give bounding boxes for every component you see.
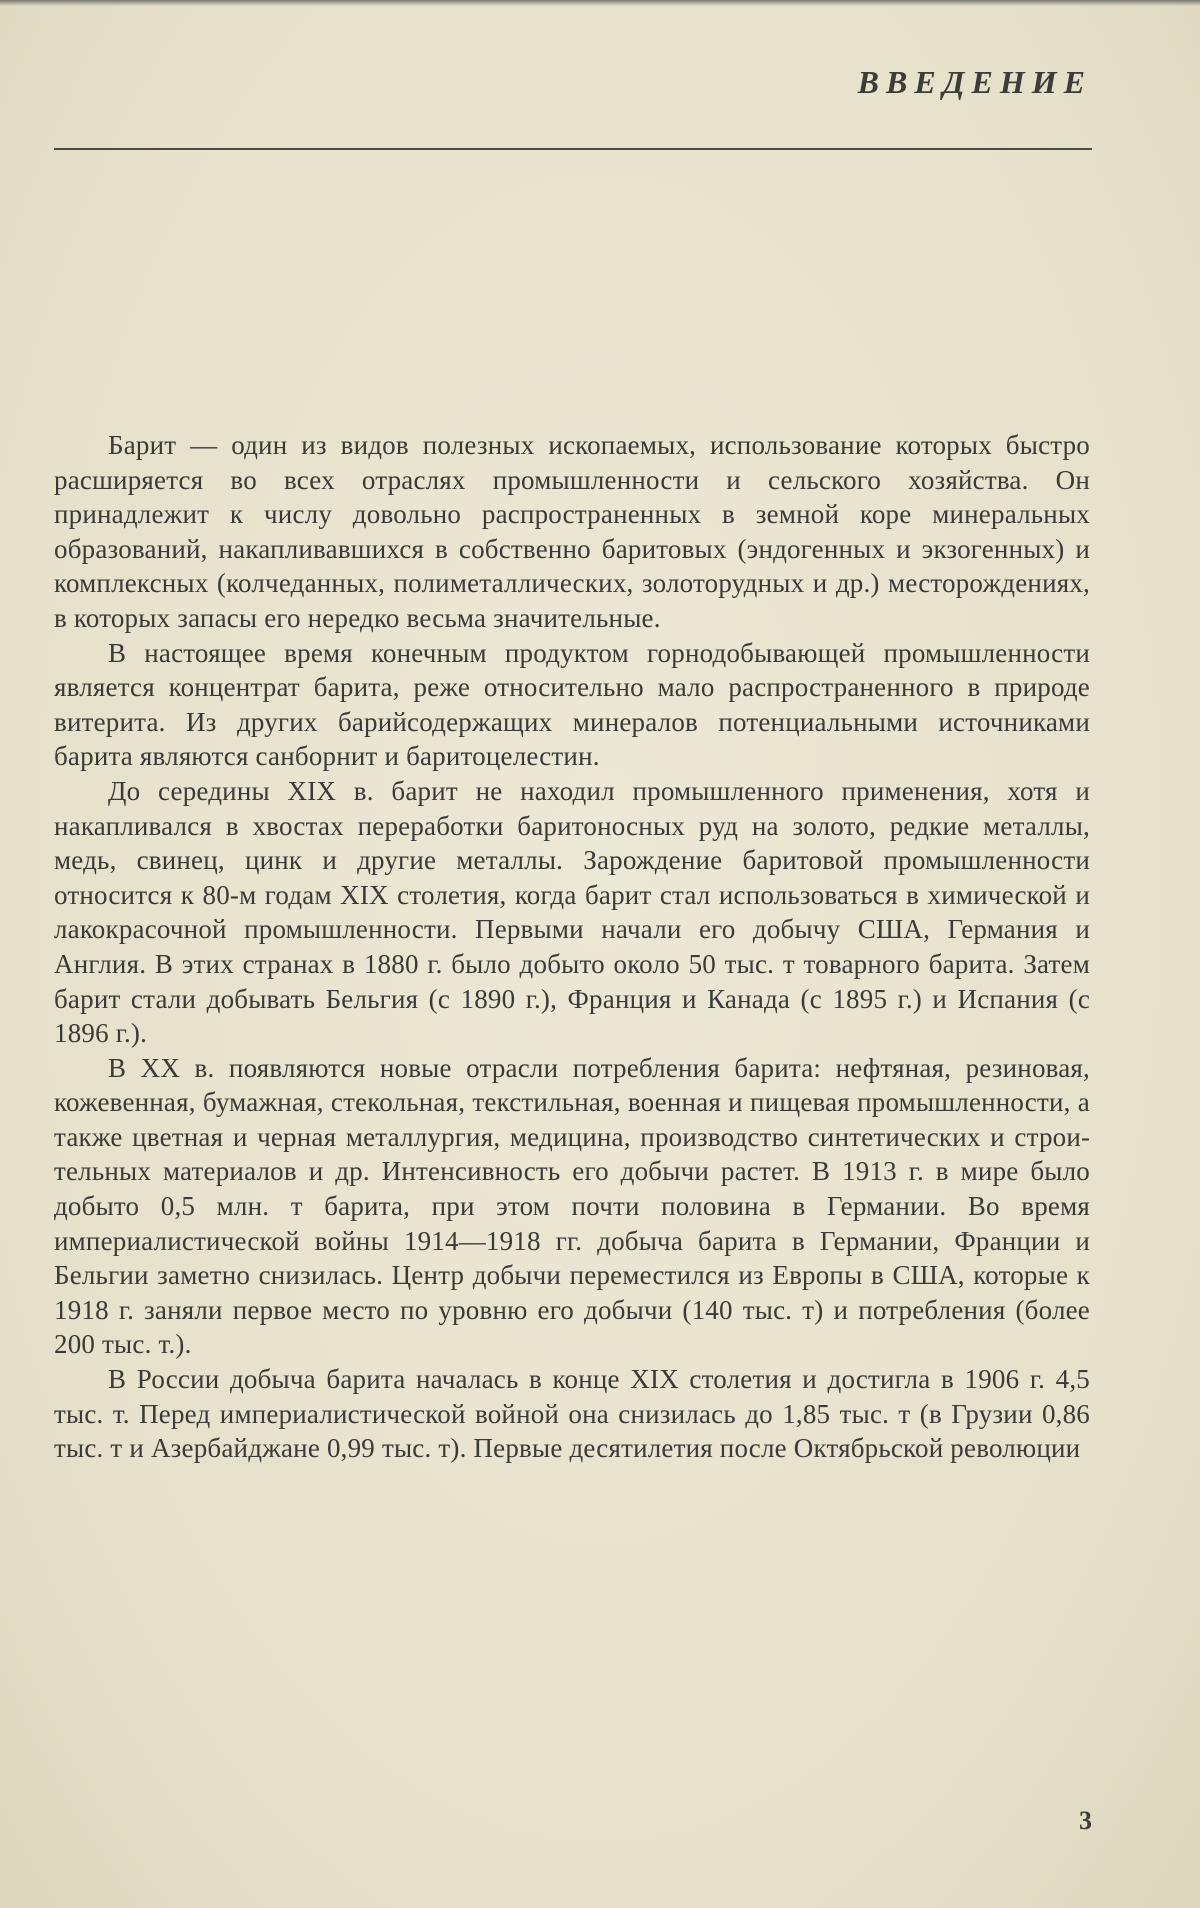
paragraph-5: В России добыча барита началась в конце XIX столетия и достигла в 1906 г. 4,5 тыс. т. Перед империалистической войной она снизилась до 1,85 тыс. т (в Грузии 0,86 тыс. т и Азербайджане 0,99 тыс. т). Первые десятилетия после Октябрьской революции xyxy=(54,1364,1090,1464)
body-text xyxy=(54,428,1090,1466)
paragraph-2: В настоящее время конечным продуктом горнодобывающей промышленности является концентрат барита, реже относительно мало распространенного в природе витерита. Из других барийсодержащих минералов потенциальными источниками барита являются санборнит и баритоцелестин. xyxy=(54,637,1090,772)
page-top-edge-shadow xyxy=(0,0,1200,6)
paragraph-1: Барит — один из видов полезных ископаемых, использование которых быстро расширяется во всех отраслях промышленности и сельского хозяйства. Он принадлежит к числу довольно распространенных в земной коре минеральных образований, накапливавшихся в собственно баритовых (эндогенных и экзогенных) и комплексных (колчеданных, полиметаллических, золоторудных и др.) месторождениях, в которых запасы его нередко весьма значительные. xyxy=(54,430,1090,633)
header-divider xyxy=(54,148,1092,150)
page-number: 3 xyxy=(1079,1806,1092,1835)
paragraph-4: В XX в. появляются новые отрасли потребления барита: нефтяная, резиновая, кожевенная, бумажная, стекольная, текстильная, военная и пищевая промышленности, а также цветная и черная металлургия, медицина, производство синтетических и строительных материалов и др. Интенсивность его добычи растет. В 1913 г. в мире было добыто 0,5 млн. т барита, при этом почти половина в Германии. Во время империалистической войны 1914—1918 гг. добыча барита в Германии, Франции и Бельгии заметно снизилась. Центр добычи переместился из Европы в США, которые к 1918 г. заняли первое место по уровню его добычи (140 тыс. т) и потребления (более 200 тыс. т.). xyxy=(54,1052,1090,1360)
section-title: ВВЕДЕНИЕ xyxy=(857,64,1092,100)
paragraph-3: До середины XIX в. барит не находил промышленного применения, хотя и накапливался в хвостах переработки баритоносных руд на золото, редкие металлы, медь, свинец, цинк и другие металлы. Зарождение баритовой промышленности относится к 80-м годам XIX столетия, когда барит стал использоваться в химической и лакокрасочной промышленности. Первыми начали его добычу США, Германия и Англия. В этих странах в 1880 г. было добыто около 50 тыс. т товарного барита. Затем барит стали добывать Бельгия (с 1890 г.), Франция и Канада (с 1895 г.) и Испания (с 1896 г.). xyxy=(54,775,1090,1049)
